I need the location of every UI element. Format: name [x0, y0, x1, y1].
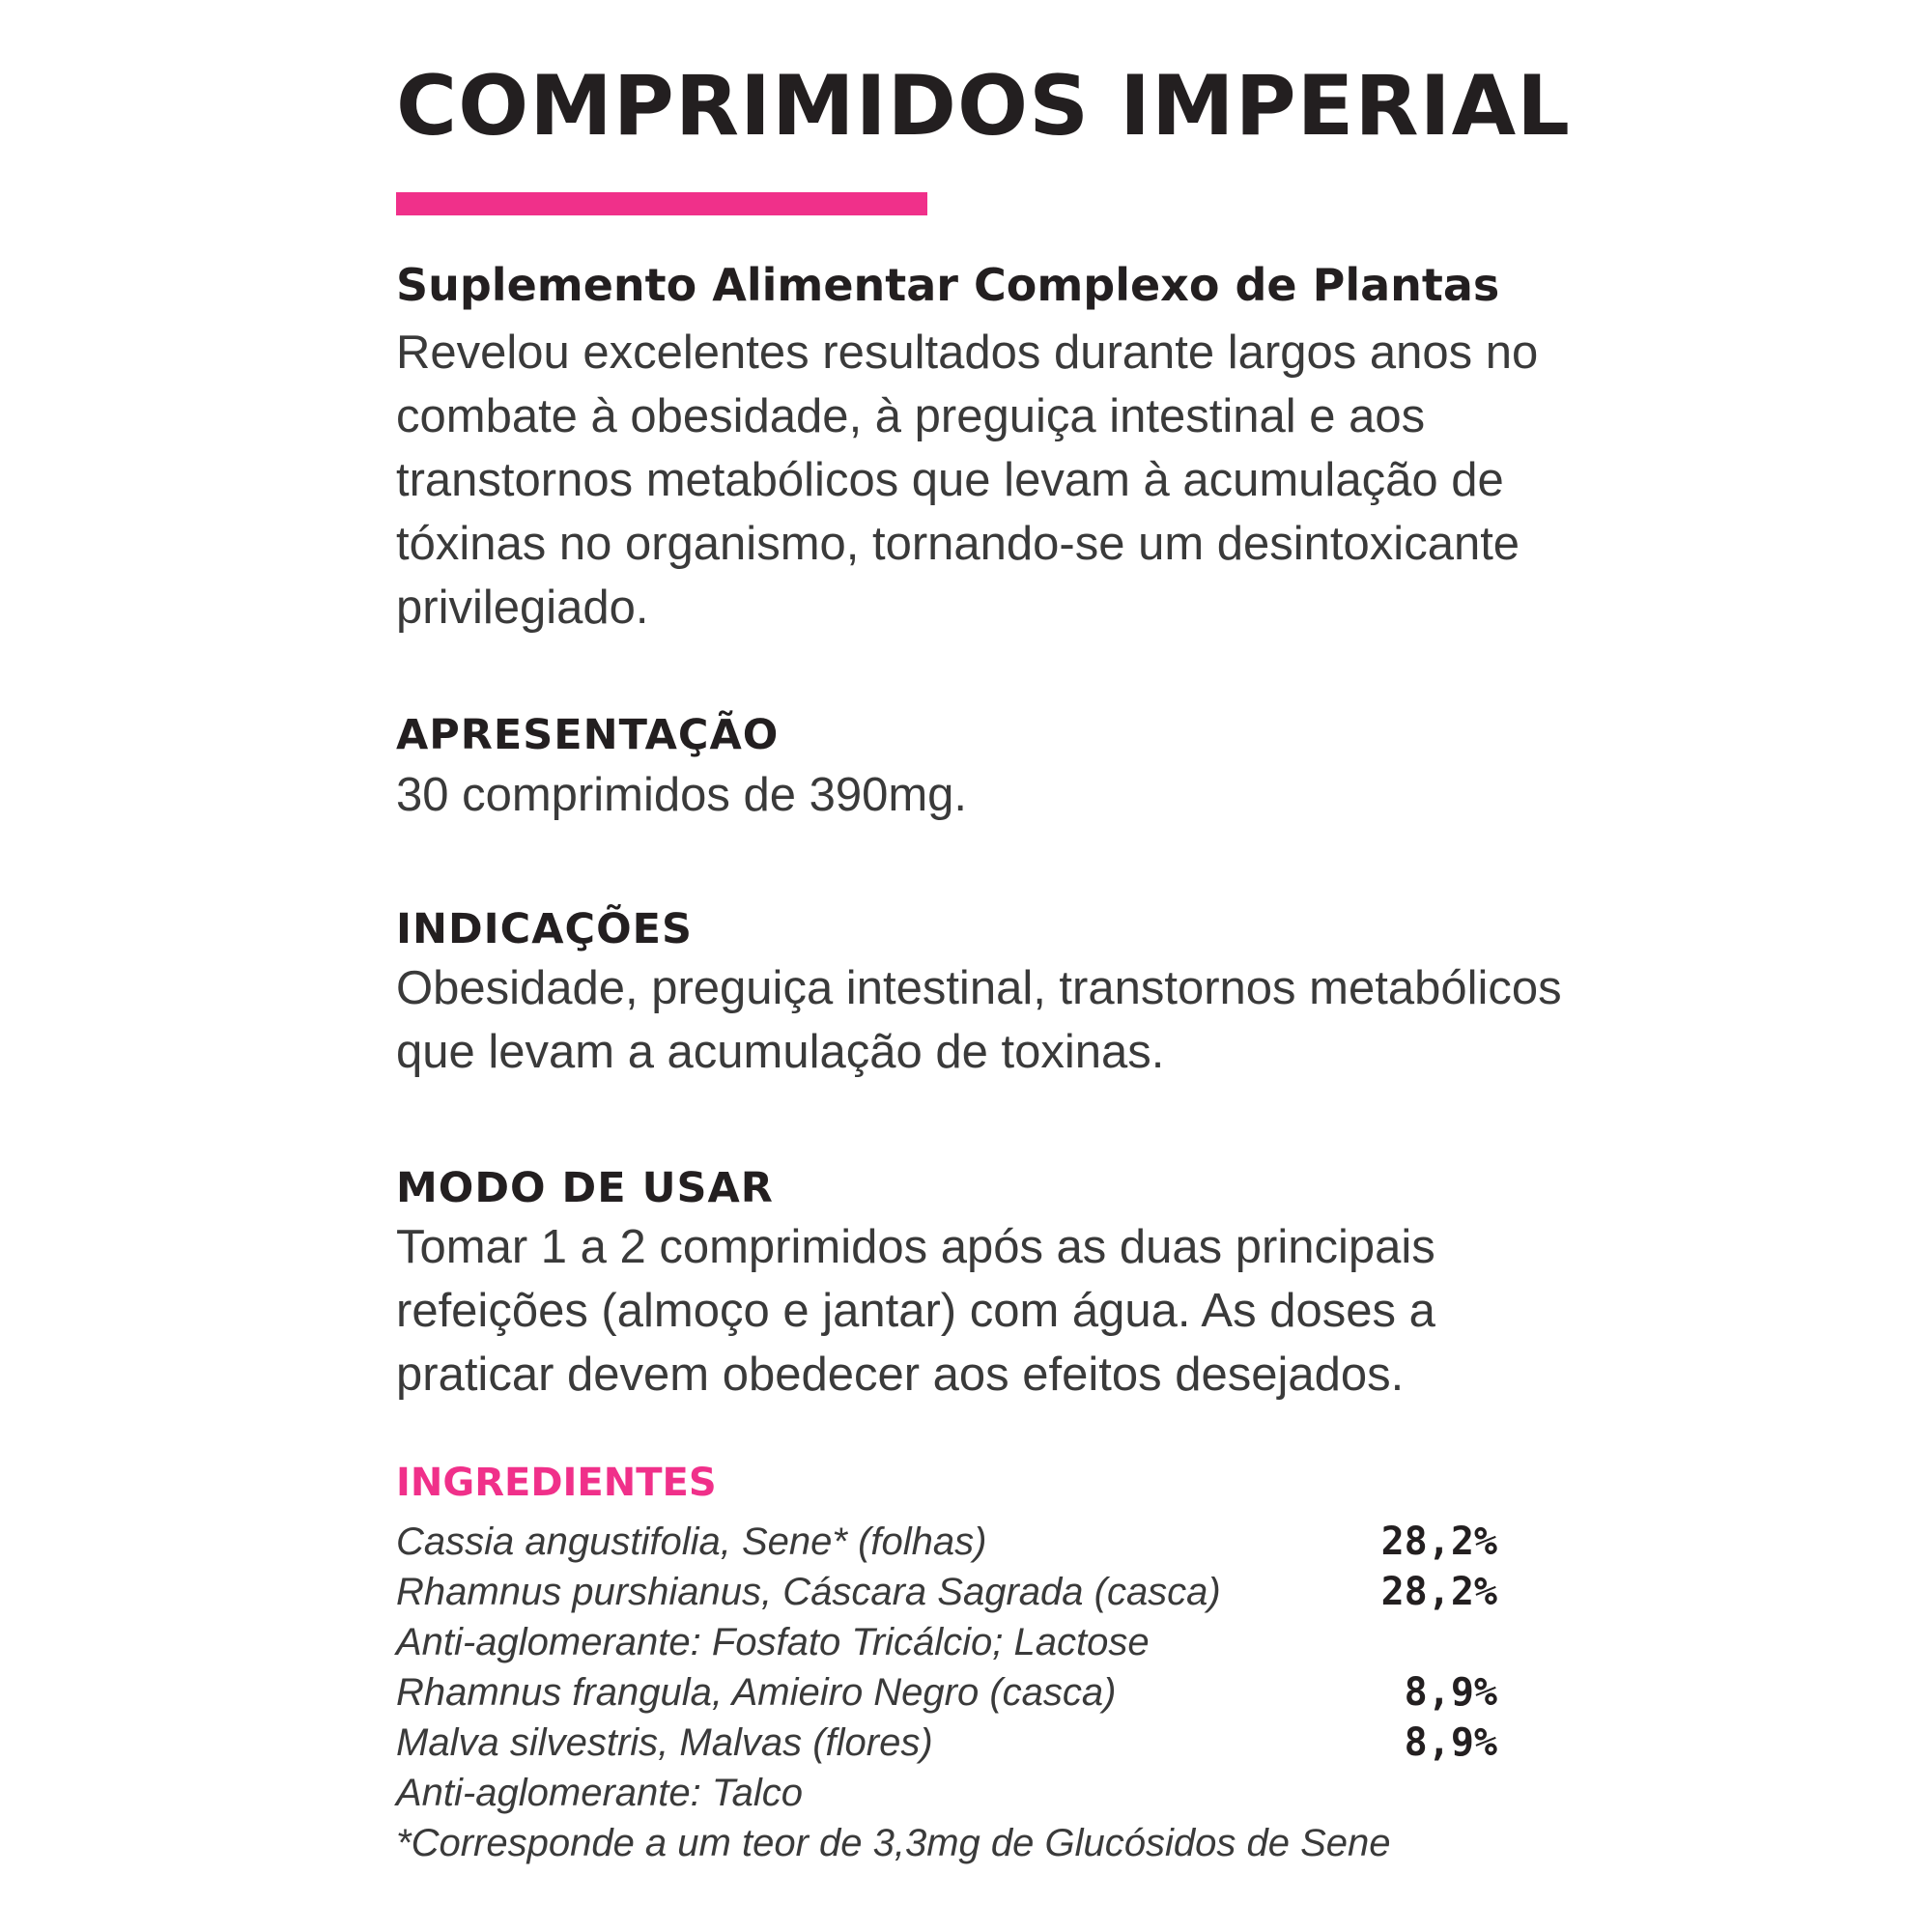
section-text-indicacoes: Obesidade, preguiça intestinal, transtornos metabólicos que levam a acumulação de toxinas. [396, 962, 1562, 1078]
ingredients-footnote: *Corresponde a um teor de 3,3mg de Glucósidos de Sene [396, 1822, 1391, 1864]
ingredient-row [396, 1567, 1497, 1617]
ingredient-name: Rhamnus frangula, Amieiro Negro (casca) [396, 1671, 1117, 1714]
product-description: Revelou excelentes resultados durante largos anos no combate à obesidade, à preguiça intestinal e aos transtornos metabólicos que levam à acumulação de tóxinas no organismo, tornando-se um desintoxicante privilegiado. [396, 327, 1539, 634]
ingredient-name: Cassia angustifolia, Sene* (folhas) [396, 1520, 987, 1563]
ingredient-name: Malva silvestris, Malvas (flores) [396, 1721, 933, 1764]
product-subtitle: Suplemento Alimentar Complexo de Plantas [396, 259, 1500, 311]
ingredient-percent: 8,9% [1404, 1670, 1497, 1715]
section-title-apresentacao: APRESENTAÇÃO [396, 711, 780, 759]
ingredient-row [396, 1617, 1497, 1667]
section-text-modo-de-usar: Tomar 1 a 2 comprimidos após as duas principais refeições (almoço e jantar) com água. As doses a praticar devem obedecer aos efeitos desejados. [396, 1221, 1435, 1401]
ingredient-name: Anti-aglomerante: Fosfato Tricálcio; Lactose [396, 1621, 1150, 1663]
ingredient-percent: 28,2% [1380, 1570, 1497, 1614]
section-title-indicacoes: INDICAÇÕES [396, 905, 693, 953]
product-info-page [396, 0, 1652, 1932]
ingredient-row [396, 1517, 1497, 1567]
section-title-modo-de-usar: MODO DE USAR [396, 1164, 774, 1212]
ingredient-row [396, 1667, 1497, 1718]
ingredient-row [396, 1718, 1497, 1768]
product-title: COMPRIMIDOS IMPERIAL [396, 58, 1571, 155]
ingredient-percent: 8,9% [1404, 1720, 1497, 1765]
ingredient-row [396, 1768, 1497, 1818]
ingredient-name: Anti-aglomerante: Talco [396, 1772, 803, 1814]
accent-divider [396, 192, 927, 215]
ingredients-list [396, 1517, 1497, 1818]
ingredients-title: INGREDIENTES [396, 1461, 717, 1505]
ingredient-percent: 28,2% [1380, 1520, 1497, 1564]
ingredient-name: Rhamnus purshianus, Cáscara Sagrada (casca) [396, 1571, 1221, 1613]
section-text-apresentacao: 30 comprimidos de 390mg. [396, 769, 968, 821]
